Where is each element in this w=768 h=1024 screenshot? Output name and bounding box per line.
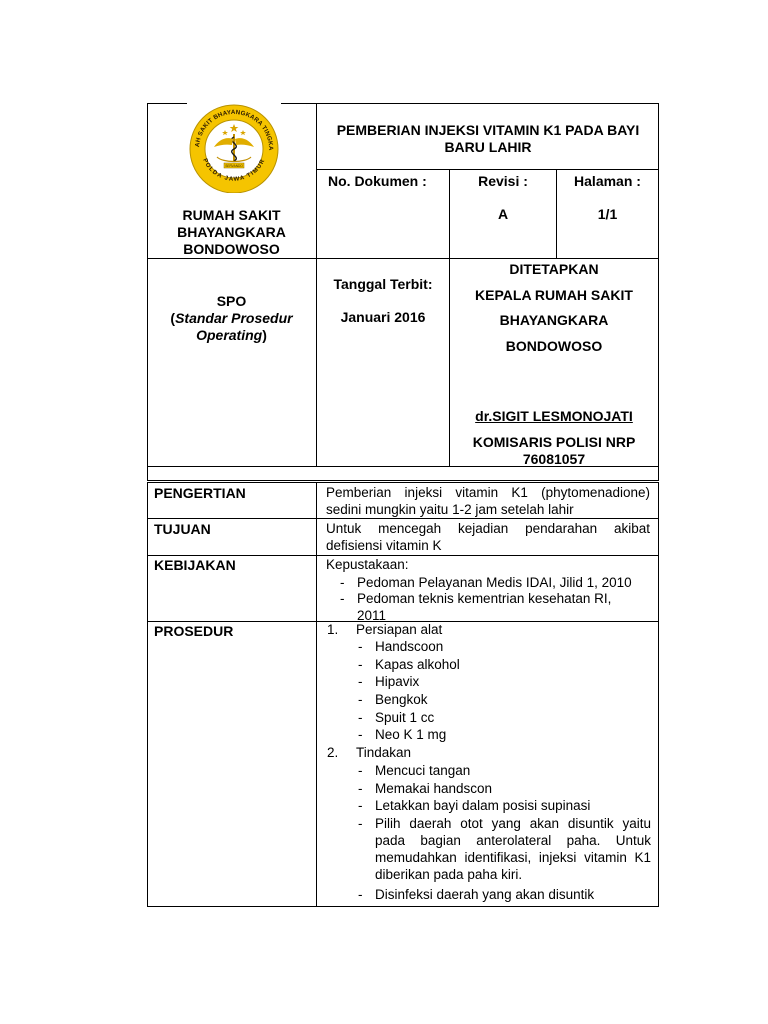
kebijakan-label: KEBIJAKAN [154, 557, 236, 573]
step2-title: Tindakan [356, 745, 412, 760]
list-item: Hipavix [375, 674, 420, 689]
list-item: Handscoon [375, 639, 444, 654]
step1-number: 1. [327, 622, 339, 637]
spo-label: SPO (Standar Prosedur Operating) [170, 293, 293, 343]
prosedur-label: PROSEDUR [154, 623, 234, 639]
revisi-label: Revisi : [478, 173, 528, 189]
halaman-label: Halaman : [574, 173, 641, 189]
list-item: Neo K 1 mg [375, 727, 447, 742]
list-item: Spuit 1 cc [375, 710, 435, 725]
tanggal-terbit-label: Tanggal Terbit: [333, 276, 433, 292]
hospital-logo [187, 103, 281, 193]
no-dokumen-label: No. Dokumen : [328, 173, 427, 189]
list-item: Pilih daerah otot yang akan disuntik yaitu pada bagian anterolateral paha. Untuk memudahkan identifikasi, injeksi vitamin K1 diberikan pada paha kiri. [375, 816, 651, 882]
kebijakan-item-text: Pedoman Pelayanan Medis IDAI, Jilid 1, 2010 [357, 575, 632, 590]
signer-rank: KOMISARIS POLISI NRP 76081057 [472, 434, 636, 467]
kebijakan-item: - [340, 591, 345, 606]
list-item: Bengkok [375, 692, 428, 707]
signer-name: dr.SIGIT LESMONOJATI [475, 408, 633, 424]
revisi-value: A [497, 206, 509, 222]
list-item: Mencuci tangan [375, 763, 471, 778]
svg-text:POLDA JAWA TIMUR: POLDA JAWA TIMUR [201, 157, 267, 183]
tujuan-text: Untuk mencegah kejadian pendarahan akibat defisiensi vitamin K [326, 521, 650, 553]
list-item: Kapas alkohol [375, 657, 460, 672]
kebijakan-item: - [340, 575, 345, 590]
step2-number: 2. [327, 745, 339, 760]
tujuan-label: TUJUAN [154, 521, 211, 537]
kebijakan-intro: Kepustakaan: [326, 557, 409, 572]
document-title: PEMBERIAN INJEKSI VITAMIN K1 PADA BAYI BARU LAHIR [336, 122, 640, 155]
ditetapkan-block: DITETAPKAN KEPALA RUMAH SAKIT BHAYANGKARA BONDOWOSO [475, 261, 633, 354]
kebijakan-item-text: Pedoman teknis kementrian kesehatan RI, 2011 [357, 591, 612, 623]
step1-title: Persiapan alat [356, 622, 443, 637]
pengertian-text: Pemberian injeksi vitamin K1 (phytomenadione) sedini mungkin yaitu 1-2 jam setelah lahir [326, 485, 650, 517]
tanggal-terbit-value: Januari 2016 [340, 309, 426, 325]
list-item: Letakkan bayi dalam posisi supinasi [375, 798, 591, 813]
pengertian-label: PENGERTIAN [154, 485, 246, 501]
halaman-value: 1/1 [597, 206, 618, 222]
svg-text:RUMAH SAKIT BHAYANGKARA TINGKA: AH SAKIT BHAYANGKARA TINGKA [194, 108, 275, 151]
list-item: Memakai handscon [375, 781, 493, 796]
hospital-name: RUMAH SAKIT BHAYANGKARA BONDOWOSO [177, 207, 286, 257]
list-item: Disinfeksi daerah yang akan disuntik [375, 887, 595, 902]
svg-text:SERVANDO: SERVANDO [225, 164, 243, 168]
